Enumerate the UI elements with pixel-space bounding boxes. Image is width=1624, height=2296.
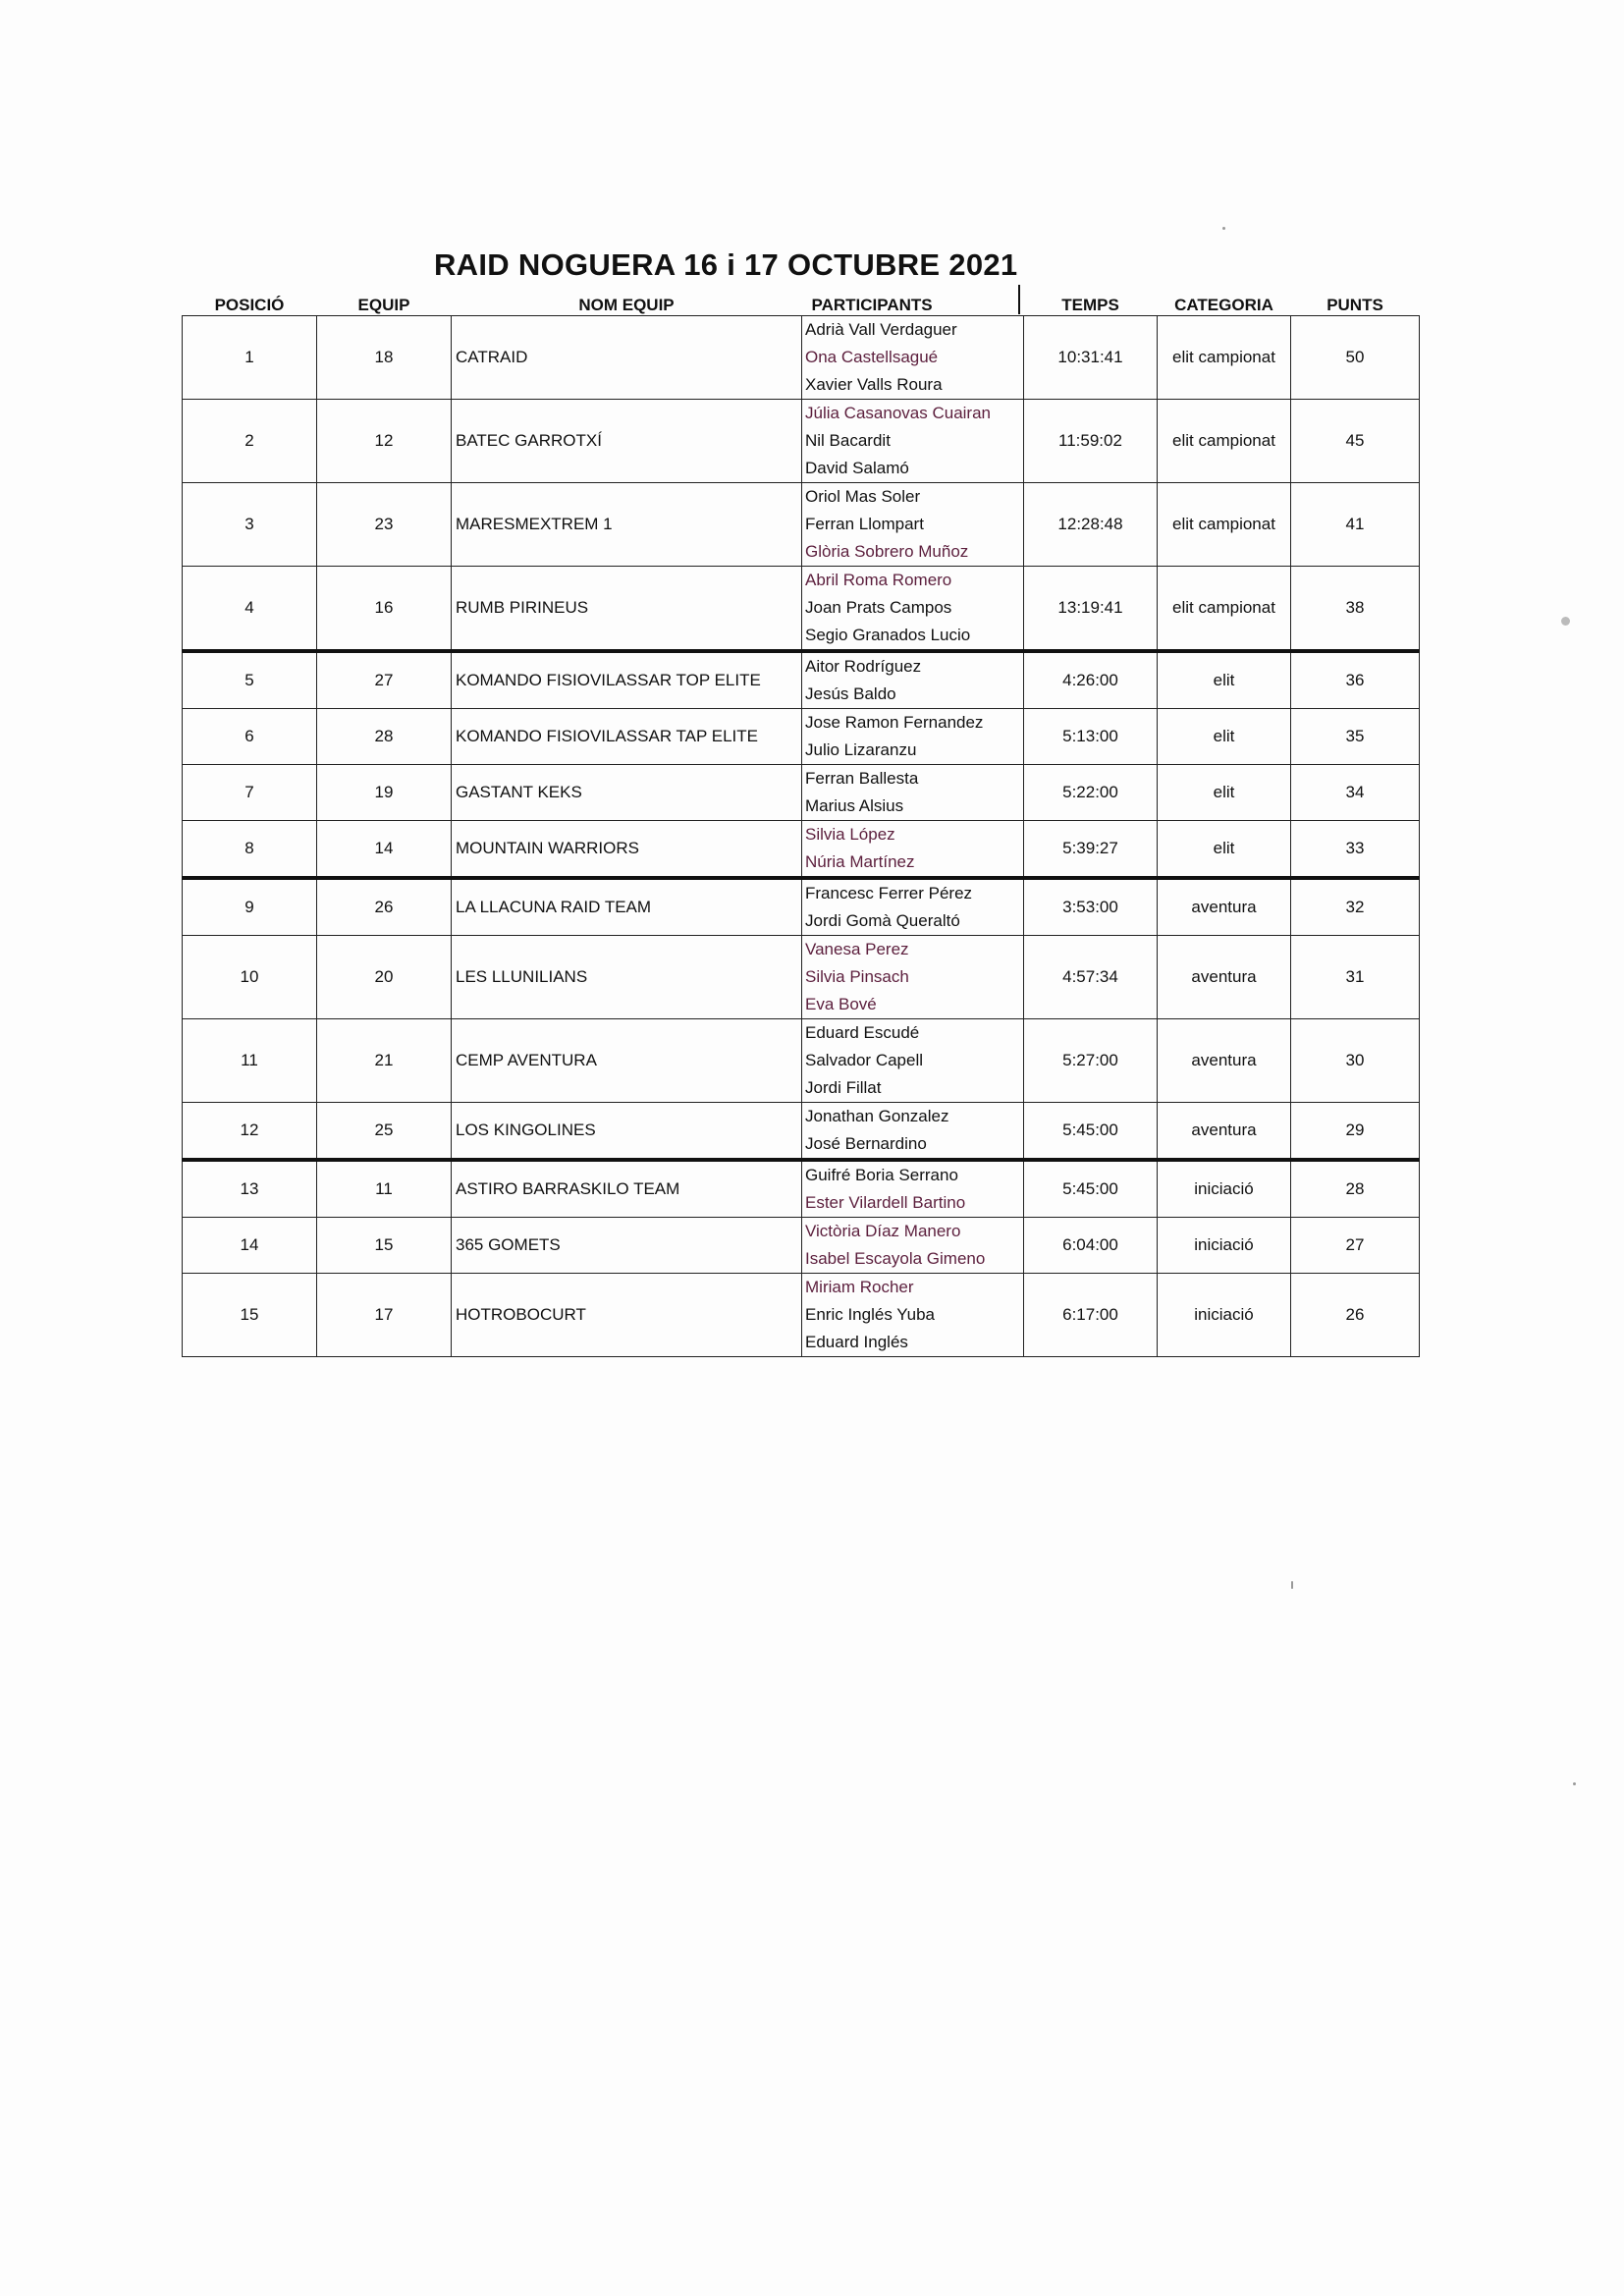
table-row [183, 709, 1420, 765]
time-cell: 5:27:00 [1024, 1019, 1158, 1103]
category-cell: iniciació [1158, 1160, 1291, 1218]
participant-name: Francesc Ferrer Pérez [805, 884, 973, 902]
position-cell: 14 [183, 1218, 317, 1274]
team-name-cell: CEMP AVENTURA [452, 1019, 802, 1103]
participant-name: Ferran Ballesta [805, 769, 919, 788]
points-cell: 35 [1291, 709, 1420, 765]
participant-name: Segio Granados Lucio [805, 626, 971, 644]
page-title: RAID NOGUERA 16 i 17 OCTUBRE 2021 [434, 247, 1018, 282]
team-number-cell: 25 [317, 1103, 452, 1161]
header-participants: PARTICIPANTS [811, 296, 933, 314]
position-cell: 9 [183, 878, 317, 936]
time-cell: 5:39:27 [1024, 821, 1158, 879]
category-cell: elit [1158, 709, 1291, 765]
team-name-cell: KOMANDO FISIOVILASSAR TOP ELITE [452, 651, 802, 709]
scan-speck [1291, 1581, 1293, 1589]
participants-cell [802, 1218, 1024, 1274]
team-number-cell: 12 [317, 400, 452, 483]
points-cell: 32 [1291, 878, 1420, 936]
category-cell: elit campionat [1158, 316, 1291, 400]
scan-speck [1222, 227, 1225, 230]
position-cell: 1 [183, 316, 317, 400]
participants-cell [802, 936, 1024, 1019]
participant-name: Ona Castellsagué [805, 348, 939, 366]
team-number-cell: 19 [317, 765, 452, 821]
position-cell: 13 [183, 1160, 317, 1218]
participants-cell [802, 1103, 1024, 1161]
team-number-cell: 11 [317, 1160, 452, 1218]
team-name-cell: HOTROBOCURT [452, 1274, 802, 1357]
team-name-cell: RUMB PIRINEUS [452, 567, 802, 652]
category-cell: elit [1158, 765, 1291, 821]
time-cell: 4:26:00 [1024, 651, 1158, 709]
time-cell: 10:31:41 [1024, 316, 1158, 400]
results-body [183, 316, 1420, 1357]
participants-cell [802, 400, 1024, 483]
participants-cell [802, 1019, 1024, 1103]
team-number-cell: 26 [317, 878, 452, 936]
participants-cell [802, 1160, 1024, 1218]
table-row [183, 936, 1420, 1019]
team-number-cell: 18 [317, 316, 452, 400]
table-row [183, 821, 1420, 879]
position-cell: 3 [183, 483, 317, 567]
participant-name: Ester Vilardell Bartino [805, 1193, 966, 1212]
scan-speck [1561, 617, 1570, 626]
team-number-cell: 23 [317, 483, 452, 567]
position-cell: 6 [183, 709, 317, 765]
participants-cell [802, 483, 1024, 567]
participants-cell [802, 1274, 1024, 1357]
category-cell: aventura [1158, 1103, 1291, 1161]
participant-name: Ferran Llompart [805, 515, 924, 533]
team-number-cell: 15 [317, 1218, 452, 1274]
participant-name: Aitor Rodríguez [805, 657, 922, 676]
time-cell: 5:45:00 [1024, 1103, 1158, 1161]
time-cell: 13:19:41 [1024, 567, 1158, 652]
category-cell: elit [1158, 651, 1291, 709]
table-row [183, 567, 1420, 652]
points-cell: 30 [1291, 1019, 1420, 1103]
category-cell: aventura [1158, 878, 1291, 936]
team-number-cell: 20 [317, 936, 452, 1019]
participants-cell [802, 878, 1024, 936]
category-cell: elit campionat [1158, 567, 1291, 652]
team-name-cell: KOMANDO FISIOVILASSAR TAP ELITE [452, 709, 802, 765]
table-row [183, 400, 1420, 483]
category-cell: aventura [1158, 936, 1291, 1019]
participant-name: Julio Lizaranzu [805, 740, 917, 759]
header-punts: PUNTS [1326, 296, 1383, 314]
team-name-cell: ASTIRO BARRASKILO TEAM [452, 1160, 802, 1218]
header-posicio: POSICIÓ [214, 296, 285, 314]
participant-name: Nil Bacardit [805, 431, 891, 450]
team-number-cell: 21 [317, 1019, 452, 1103]
table-row [183, 1274, 1420, 1357]
table-row [183, 316, 1420, 400]
points-cell: 26 [1291, 1274, 1420, 1357]
header-equip: EQUIP [357, 296, 410, 314]
time-cell: 6:17:00 [1024, 1274, 1158, 1357]
participant-name: Eva Bové [805, 995, 877, 1013]
points-cell: 28 [1291, 1160, 1420, 1218]
points-cell: 31 [1291, 936, 1420, 1019]
participant-name: Marius Alsius [805, 796, 904, 815]
participant-name: Isabel Escayola Gimeno [805, 1249, 986, 1268]
participant-name: Jonathan Gonzalez [805, 1107, 949, 1125]
category-cell: iniciació [1158, 1274, 1291, 1357]
table-row [183, 1103, 1420, 1161]
participant-name: Jesús Baldo [805, 684, 896, 703]
table-row [183, 765, 1420, 821]
points-cell: 34 [1291, 765, 1420, 821]
category-cell: elit campionat [1158, 400, 1291, 483]
position-cell: 8 [183, 821, 317, 879]
results-table [182, 292, 1420, 1357]
team-number-cell: 28 [317, 709, 452, 765]
position-cell: 2 [183, 400, 317, 483]
team-name-cell: CATRAID [452, 316, 802, 400]
table-row [183, 878, 1420, 936]
participant-name: Victòria Díaz Manero [805, 1222, 961, 1240]
participants-cell [802, 765, 1024, 821]
participant-name: Jose Ramon Fernandez [805, 713, 984, 732]
table-row [183, 1019, 1420, 1103]
participant-name: Vanesa Perez [805, 940, 909, 958]
position-cell: 10 [183, 936, 317, 1019]
header-row [183, 292, 1420, 316]
team-number-cell: 16 [317, 567, 452, 652]
position-cell: 12 [183, 1103, 317, 1161]
table-row [183, 1218, 1420, 1274]
position-cell: 4 [183, 567, 317, 652]
points-cell: 27 [1291, 1218, 1420, 1274]
header-categoria: CATEGORIA [1174, 296, 1273, 314]
participant-name: Guifré Boria Serrano [805, 1166, 958, 1184]
table-row [183, 483, 1420, 567]
participants-cell [802, 651, 1024, 709]
participant-name: Enric Inglés Yuba [805, 1305, 935, 1324]
time-cell: 4:57:34 [1024, 936, 1158, 1019]
time-cell: 3:53:00 [1024, 878, 1158, 936]
team-number-cell: 17 [317, 1274, 452, 1357]
participant-name: David Salamó [805, 459, 909, 477]
time-cell: 5:45:00 [1024, 1160, 1158, 1218]
participant-name: Miriam Rocher [805, 1278, 914, 1296]
team-name-cell: LA LLACUNA RAID TEAM [452, 878, 802, 936]
time-cell: 12:28:48 [1024, 483, 1158, 567]
participant-name: Eduard Escudé [805, 1023, 920, 1042]
participant-name: Eduard Inglés [805, 1333, 908, 1351]
participant-name: Xavier Valls Roura [805, 375, 943, 394]
category-cell: elit [1158, 821, 1291, 879]
points-cell: 38 [1291, 567, 1420, 652]
position-cell: 11 [183, 1019, 317, 1103]
participants-cell [802, 821, 1024, 879]
points-cell: 45 [1291, 400, 1420, 483]
participant-name: José Bernardino [805, 1134, 927, 1153]
participant-name: Silvia López [805, 825, 895, 844]
points-cell: 41 [1291, 483, 1420, 567]
points-cell: 50 [1291, 316, 1420, 400]
team-name-cell: MOUNTAIN WARRIORS [452, 821, 802, 879]
scan-speck [1573, 1782, 1576, 1785]
participant-name: Abril Roma Romero [805, 571, 952, 589]
time-cell: 5:13:00 [1024, 709, 1158, 765]
team-name-cell: LES LLUNILIANS [452, 936, 802, 1019]
position-cell: 5 [183, 651, 317, 709]
points-cell: 33 [1291, 821, 1420, 879]
team-name-cell: GASTANT KEKS [452, 765, 802, 821]
category-cell: aventura [1158, 1019, 1291, 1103]
participant-name: Oriol Mas Soler [805, 487, 921, 506]
participant-name: Salvador Capell [805, 1051, 924, 1069]
team-name-cell: LOS KINGOLINES [452, 1103, 802, 1161]
points-cell: 29 [1291, 1103, 1420, 1161]
participants-cell [802, 709, 1024, 765]
time-cell: 11:59:02 [1024, 400, 1158, 483]
time-cell: 5:22:00 [1024, 765, 1158, 821]
team-name-cell: BATEC GARROTXÍ [452, 400, 802, 483]
participant-name: Jordi Fillat [805, 1078, 882, 1097]
header-nom-equip: NOM EQUIP [578, 296, 675, 314]
category-cell: elit campionat [1158, 483, 1291, 567]
participant-name: Núria Martínez [805, 852, 915, 871]
table-row [183, 651, 1420, 709]
category-cell: iniciació [1158, 1218, 1291, 1274]
participant-name: Joan Prats Campos [805, 598, 952, 617]
participant-name: Jordi Gomà Queraltó [805, 911, 960, 930]
team-number-cell: 14 [317, 821, 452, 879]
participants-cell [802, 567, 1024, 652]
position-cell: 15 [183, 1274, 317, 1357]
team-number-cell: 27 [317, 651, 452, 709]
team-name-cell: MARESMEXTREM 1 [452, 483, 802, 567]
points-cell: 36 [1291, 651, 1420, 709]
time-cell: 6:04:00 [1024, 1218, 1158, 1274]
team-name-cell: 365 GOMETS [452, 1218, 802, 1274]
participant-name: Júlia Casanovas Cuairan [805, 404, 991, 422]
participant-name: Glòria Sobrero Muñoz [805, 542, 969, 561]
header-temps: TEMPS [1061, 296, 1119, 314]
participants-cell [802, 316, 1024, 400]
participant-name: Adrià Vall Verdaguer [805, 320, 957, 339]
position-cell: 7 [183, 765, 317, 821]
table-row [183, 1160, 1420, 1218]
participant-name: Silvia Pinsach [805, 967, 909, 986]
